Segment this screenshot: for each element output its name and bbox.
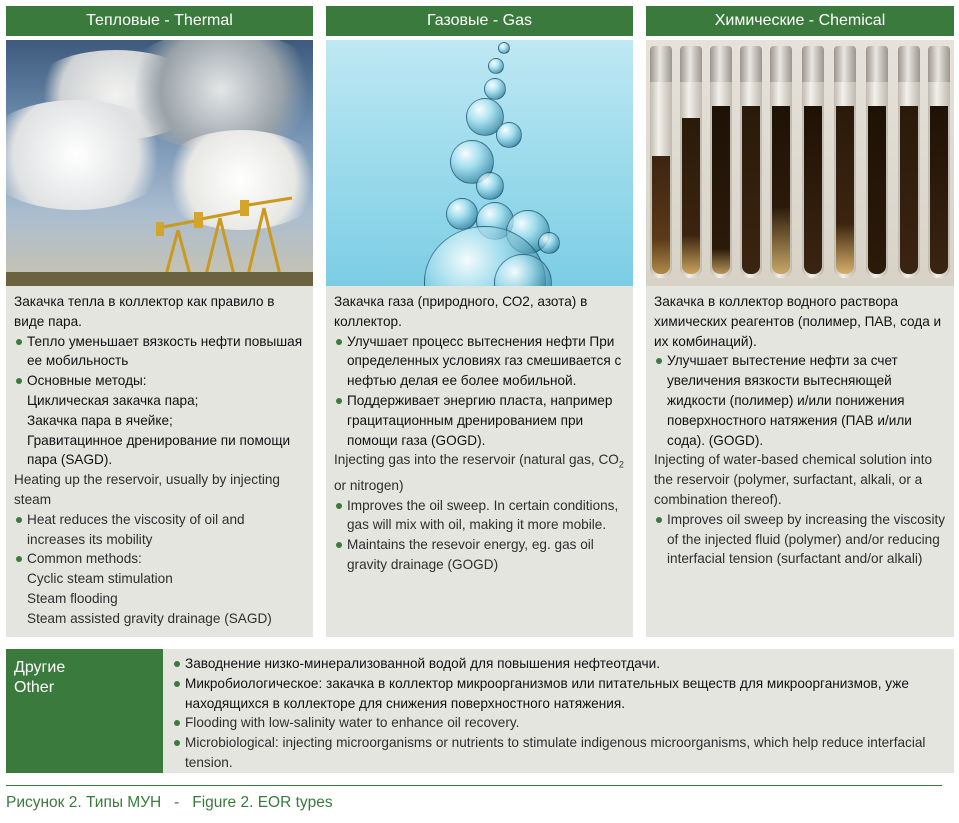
thermal-column <box>6 6 313 637</box>
chemical-header: Химические - Chemical <box>646 6 954 36</box>
chemical-column <box>646 6 954 637</box>
chemical-ru-bullet: Улучшает вытестение нефти за счет увеличения вязкости вытесняющей жидкости (полимер) и/или понижения поверхностного натяжения (ПАВ и/или сода). (GOGD). <box>654 351 946 450</box>
thermal-en-bullet: Common methods: <box>14 549 305 569</box>
other-en-bullet: Flooding with low-salinity water to enhance oil recovery. <box>172 713 948 733</box>
gas-header: Газовые - Gas <box>326 6 633 36</box>
thermal-ru-method: Гравитацинное дренирование пи помощи пара (SAGD). <box>27 432 291 468</box>
other-label <box>6 649 163 773</box>
gas-ru-bullet: Поддерживает энергию пласта, например грацитационным дренированием при помощи газа (GOGD). <box>334 391 625 450</box>
other-section <box>6 649 954 773</box>
thermal-en-method: Steam flooding <box>27 590 118 606</box>
chemical-description <box>646 286 954 637</box>
thermal-ru-method: Циклическая закачка пара; <box>27 392 199 408</box>
thermal-ru-bullet: Тепло уменьшает вязкость нефти повышая ее мобильность <box>14 332 305 372</box>
other-description <box>172 654 948 773</box>
gas-en-bullet: Improves the oil sweep. In certain conditions, gas will mix with oil, making it more mobile. <box>334 496 625 536</box>
gas-ru-intro: Закачка газа (природного, СО2, азота) в коллектор. <box>334 294 588 329</box>
thermal-en-intro: Heating up the reservoir, usually by injecting steam <box>14 472 280 507</box>
thermal-en-method: Cyclic steam stimulation <box>27 571 173 587</box>
other-en-bullet: Microbiological: injecting microorganisms or nutrients to stimulate indigenous microorganisms, which help reduce interfacial tension. <box>172 733 948 773</box>
figure-caption: Рисунок 2. Типы МУН - Figure 2. EOR types <box>6 794 333 811</box>
thermal-ru-intro: Закачка тепла в коллектор как правило в виде пара. <box>14 294 275 329</box>
gas-description <box>326 286 633 637</box>
gas-column <box>326 6 633 637</box>
gas-en-intro: Injecting gas into the reservoir (natural gas, $CO_2$ or nitrogen) <box>334 452 624 493</box>
thermal-ru-method: Закачка пара в ячейке; <box>27 412 173 428</box>
thermal-image <box>6 40 313 286</box>
thermal-ru-bullet: Основные методы: <box>14 371 305 391</box>
other-label-ru: Другие <box>14 659 66 676</box>
caption-divider <box>6 785 942 786</box>
gas-en-bullet: Maintains the resevoir energy, eg. gas oil gravity drainage (GOGD) <box>334 535 625 575</box>
thermal-en-bullet: Heat reduces the viscosity of oil and increases its mobility <box>14 510 305 550</box>
gas-image <box>326 40 633 286</box>
chemical-en-bullet: Improves oil sweep by increasing the viscosity of the injected fluid (polymer) and/or reducing interfacial tension (surfactant and/or alkali) <box>654 510 946 569</box>
other-label-en: Other <box>14 679 55 696</box>
chemical-ru-intro: Закачка в коллектор водного раствора химических реагентов (полимер, ПАВ, сода и их комбинаций). <box>654 294 942 349</box>
other-ru-bullet: Заводнение низко-минерализованной водой для повышения нефтеотдачи. <box>172 654 948 674</box>
thermal-description <box>6 286 313 637</box>
chemical-en-intro: Injecting of water-based chemical solution into the reservoir (polymer, surfactant, alkali, or a combination thereof). <box>654 452 933 507</box>
chemical-image <box>646 40 954 286</box>
thermal-en-method: Steam assisted gravity drainage (SAGD) <box>27 610 272 626</box>
gas-ru-bullet: Улучшает процесс вытеснения нефти При определенных условиях газ смешивается с нефтью делая ее более мобильной. <box>334 332 625 391</box>
thermal-header: Тепловые - Thermal <box>6 6 313 36</box>
other-ru-bullet: Микробиологическое: закачка в коллектор микроорганизмов или питательных веществ для микроорганизмов, уже находящихся в коллекторе для снижения поверхностного натяжения. <box>172 674 948 714</box>
